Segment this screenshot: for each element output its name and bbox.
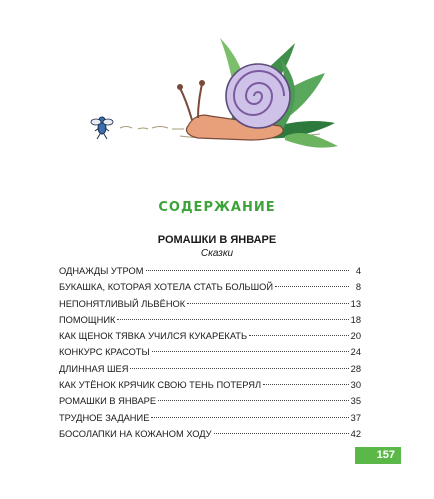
toc-entry-page: 28	[350, 363, 361, 374]
toc-entry-title: КАК ЩЕНОК ТЯВКА УЧИЛСЯ КУКАРЕКАТЬ	[59, 331, 248, 342]
toc-entry-page: 42	[350, 428, 361, 439]
toc-entry-title: ДЛИННАЯ ШЕЯ	[59, 363, 129, 374]
toc-heading: СОДЕРЖАНИЕ	[158, 200, 276, 215]
toc-entry[interactable]	[59, 312, 361, 328]
toc-entry-title: ПОМОЩНИК	[59, 314, 116, 325]
toc-entry[interactable]	[59, 393, 361, 409]
toc-leader-dots	[130, 368, 348, 369]
toc-leader-dots	[158, 400, 349, 401]
toc-leader-dots	[263, 384, 349, 385]
snail-illustration	[80, 28, 340, 168]
toc-entry-title: РОМАШКИ В ЯНВАРЕ	[59, 396, 157, 407]
toc-entry[interactable]	[59, 263, 361, 279]
toc-entry-page: 20	[350, 331, 361, 342]
toc-leader-dots	[151, 417, 348, 418]
bug-icon	[91, 117, 113, 139]
toc-entry-title: БОСОЛАПКИ НА КОЖАНОМ ХОДУ	[59, 428, 212, 439]
toc-entry[interactable]	[59, 361, 361, 377]
toc-leader-dots	[249, 335, 349, 336]
toc-entry-page: 37	[350, 412, 361, 423]
toc-entry-page: 8	[355, 282, 361, 293]
toc-entry-title: ОДНАЖДЫ УТРОМ	[59, 266, 144, 276]
toc-entry-page: 30	[350, 380, 361, 391]
toc-leader-dots	[187, 303, 348, 304]
toc-entry[interactable]	[59, 426, 361, 442]
snail-icon	[177, 64, 290, 140]
toc-leader-dots	[152, 351, 349, 352]
toc-entry-title: КОНКУРС КРАСОТЫ	[59, 347, 150, 358]
toc-entry[interactable]	[59, 377, 361, 393]
toc-leader-dots	[117, 319, 348, 320]
toc-entry-title: ТРУДНОЕ ЗАДАНИЕ	[59, 412, 150, 423]
toc-entry-title: БУКАШКА, КОТОРАЯ ХОТЕЛА СТАТЬ БОЛЬШОЙ	[59, 282, 274, 293]
section-subtitle: Сказки	[200, 248, 234, 259]
toc-entry-page: 35	[350, 396, 361, 407]
toc-leader-dots	[275, 286, 349, 287]
page-number-badge: 157	[355, 447, 401, 464]
toc-entry-page: 18	[350, 314, 361, 325]
toc-entry-title: КАК УТЁНОК КРЯЧИК СВОЮ ТЕНЬ ПОТЕРЯЛ	[59, 380, 262, 391]
toc-leader-dots	[214, 433, 349, 434]
toc-entry[interactable]	[59, 328, 361, 344]
toc-entry[interactable]	[59, 344, 361, 360]
table-of-contents	[59, 263, 361, 442]
toc-entry-page: 4	[355, 266, 361, 276]
toc-entry-page: 24	[350, 347, 361, 358]
toc-entry-title: НЕПОНЯТЛИВЫЙ ЛЬВЁНОК	[59, 298, 186, 309]
toc-entry-page: 13	[350, 298, 361, 309]
toc-leader-dots	[146, 270, 350, 271]
toc-entry[interactable]	[59, 279, 361, 295]
toc-entry[interactable]	[59, 296, 361, 312]
toc-entry[interactable]	[59, 410, 361, 426]
section-title: РОМАШКИ В ЯНВАРЕ	[157, 234, 277, 246]
